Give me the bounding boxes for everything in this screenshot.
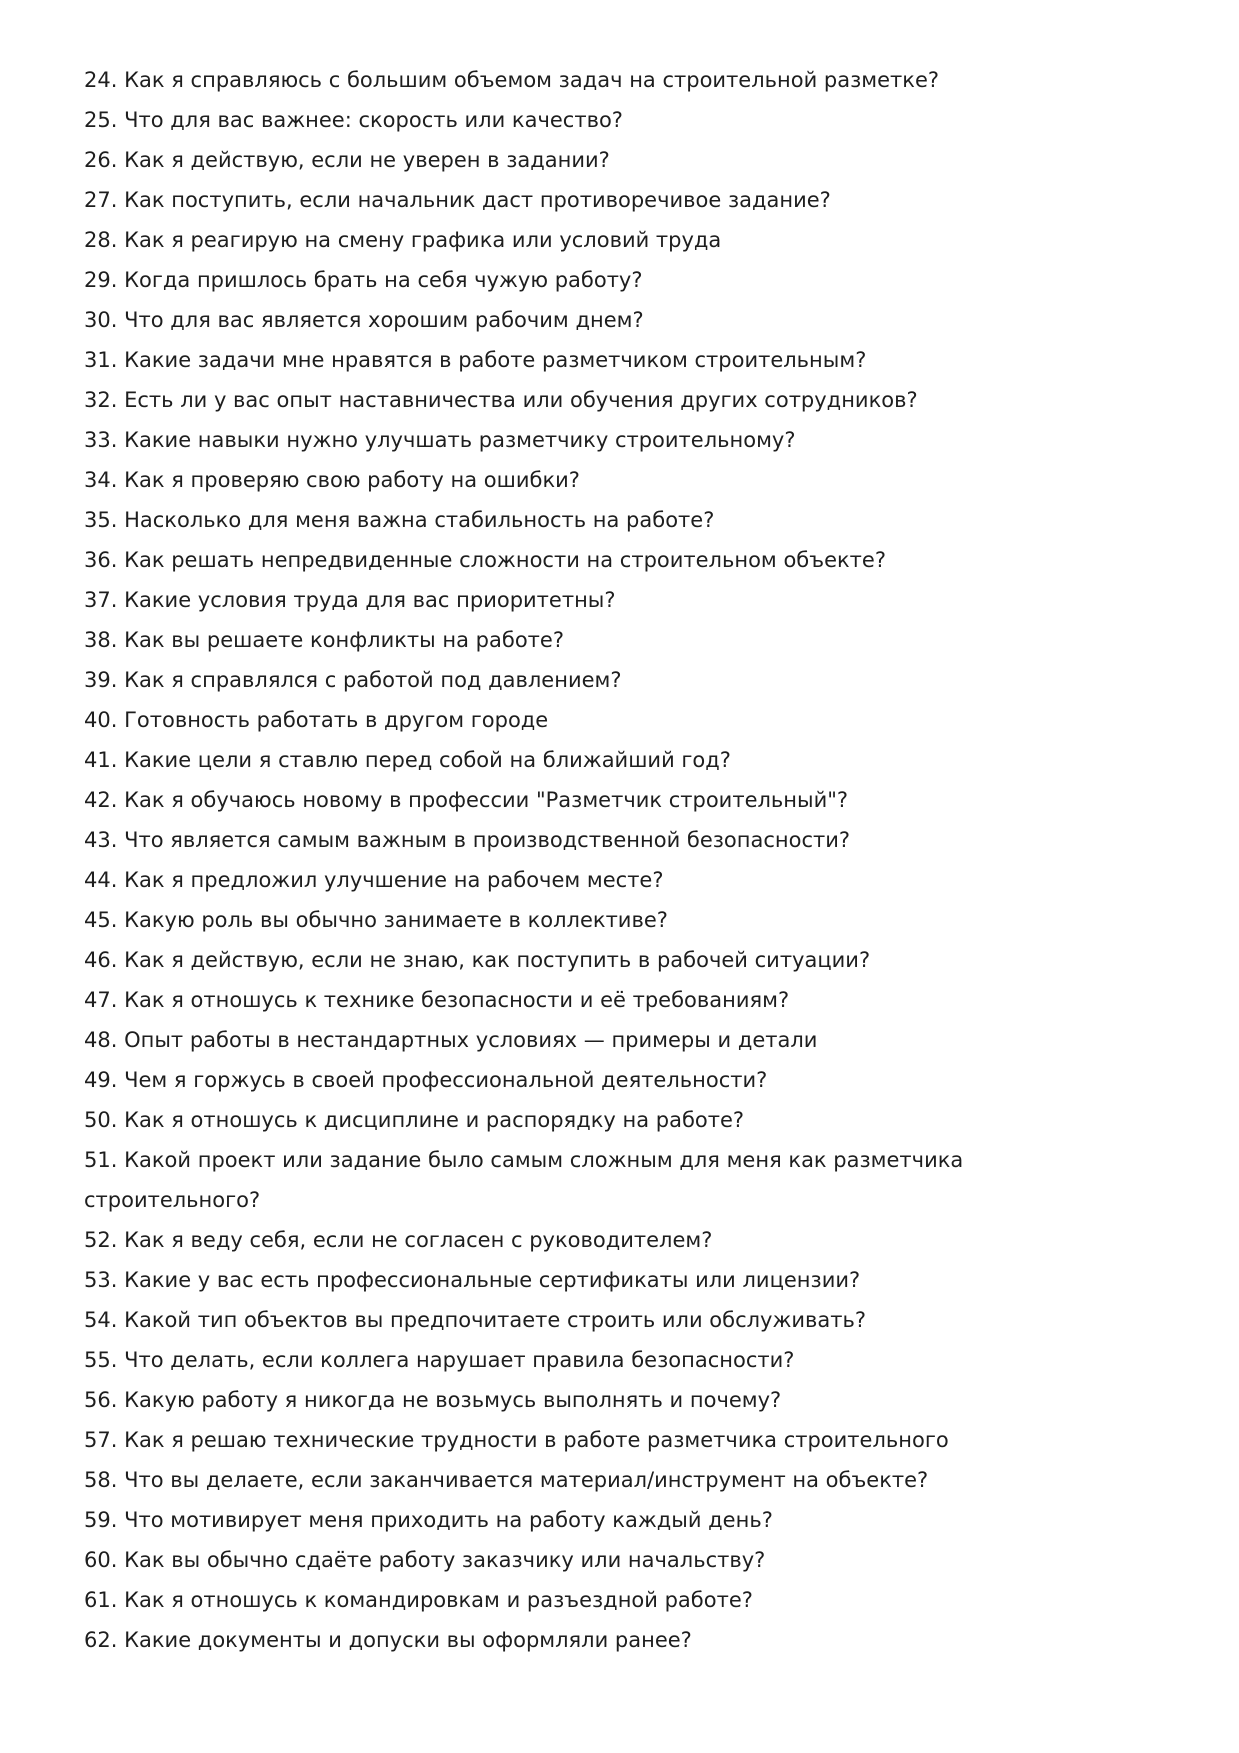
question-text: Есть ли у вас опыт наставничества или обучения других сотрудников? — [124, 388, 918, 412]
question-item — [84, 780, 1004, 820]
question-text: Что вы делаете, если заканчивается материал/инструмент на объекте? — [124, 1468, 929, 1492]
question-number: 42. — [84, 788, 118, 812]
question-text: Насколько для меня важна стабильность на работе? — [124, 508, 715, 532]
question-number: 59. — [84, 1508, 118, 1532]
question-text: Какие навыки нужно улучшать разметчику строительному? — [124, 428, 796, 452]
question-item — [84, 340, 1004, 380]
question-item — [84, 140, 1004, 180]
question-text: Как я отношусь к командировкам и разъездной работе? — [124, 1588, 753, 1612]
question-number: 55. — [84, 1348, 118, 1372]
question-item — [84, 580, 1004, 620]
question-item — [84, 1420, 1004, 1460]
question-text: Как я отношусь к дисциплине и распорядку на работе? — [124, 1108, 745, 1132]
question-text: Какой тип объектов вы предпочитаете строить или обслуживать? — [124, 1308, 867, 1332]
question-text: Какие документы и допуски вы оформляли ранее? — [124, 1628, 692, 1652]
question-text: Как я проверяю свою работу на ошибки? — [124, 468, 580, 492]
question-text: Чем я горжусь в своей профессиональной деятельности? — [124, 1068, 768, 1092]
question-number: 47. — [84, 988, 118, 1012]
question-item — [84, 700, 1004, 740]
question-item — [84, 60, 1004, 100]
question-number: 25. — [84, 108, 118, 132]
question-number: 50. — [84, 1108, 118, 1132]
question-text: Как я веду себя, если не согласен с руководителем? — [124, 1228, 713, 1252]
question-item — [84, 1260, 1004, 1300]
question-item — [84, 1460, 1004, 1500]
question-number: 49. — [84, 1068, 118, 1092]
question-number: 48. — [84, 1028, 118, 1052]
question-text: Как вы решаете конфликты на работе? — [124, 628, 564, 652]
question-item — [84, 820, 1004, 860]
question-number: 36. — [84, 548, 118, 572]
question-text: Как я справляюсь с большим объемом задач на строительной разметке? — [124, 68, 940, 92]
question-item — [84, 1060, 1004, 1100]
question-number: 45. — [84, 908, 118, 932]
question-number: 60. — [84, 1548, 118, 1572]
question-item — [84, 1540, 1004, 1580]
question-number: 43. — [84, 828, 118, 852]
question-text: Как я обучаюсь новому в профессии "Разметчик строительный"? — [124, 788, 849, 812]
question-item — [84, 460, 1004, 500]
question-number: 28. — [84, 228, 118, 252]
question-item — [84, 980, 1004, 1020]
question-number: 54. — [84, 1308, 118, 1332]
question-text: Опыт работы в нестандартных условиях — примеры и детали — [124, 1028, 818, 1052]
question-number: 46. — [84, 948, 118, 972]
question-item — [84, 220, 1004, 260]
question-item — [84, 180, 1004, 220]
question-number: 32. — [84, 388, 118, 412]
question-item — [84, 100, 1004, 140]
question-text: Как я действую, если не уверен в задании? — [124, 148, 610, 172]
question-text: Как я реагирую на смену графика или условий труда — [124, 228, 722, 252]
question-text: Что для вас важнее: скорость или качество? — [124, 108, 623, 132]
question-item — [84, 380, 1004, 420]
question-text: Как я справлялся с работой под давлением? — [124, 668, 622, 692]
question-number: 56. — [84, 1388, 118, 1412]
question-item — [84, 1140, 1004, 1220]
question-number: 44. — [84, 868, 118, 892]
question-item — [84, 1380, 1004, 1420]
question-item — [84, 500, 1004, 540]
question-item — [84, 660, 1004, 700]
question-number: 27. — [84, 188, 118, 212]
question-item — [84, 1340, 1004, 1380]
question-number: 51. — [84, 1148, 118, 1172]
question-text: Как решать непредвиденные сложности на строительном объекте? — [124, 548, 886, 572]
question-text: Какую работу я никогда не возьмусь выполнять и почему? — [124, 1388, 782, 1412]
question-text: Какие цели я ставлю перед собой на ближайший год? — [124, 748, 731, 772]
question-text: Какие у вас есть профессиональные сертификаты или лицензии? — [124, 1268, 861, 1292]
question-number: 57. — [84, 1428, 118, 1452]
question-list — [84, 60, 1164, 1660]
question-text: Как вы обычно сдаёте работу заказчику или начальству? — [124, 1548, 766, 1572]
question-item — [84, 1100, 1004, 1140]
question-text: Какую роль вы обычно занимаете в коллективе? — [124, 908, 668, 932]
question-item — [84, 1300, 1004, 1340]
question-text: Что для вас является хорошим рабочим днем? — [124, 308, 644, 332]
question-item — [84, 1220, 1004, 1260]
question-text: Что является самым важным в производственной безопасности? — [124, 828, 851, 852]
question-text: Как поступить, если начальник даст противоречивое задание? — [124, 188, 831, 212]
question-item — [84, 900, 1004, 940]
question-item — [84, 1500, 1004, 1540]
question-text: Какие условия труда для вас приоритетны? — [124, 588, 616, 612]
question-number: 52. — [84, 1228, 118, 1252]
question-item — [84, 1580, 1004, 1620]
document-page — [84, 60, 1164, 1660]
question-item — [84, 620, 1004, 660]
question-text: Готовность работать в другом городе — [124, 708, 549, 732]
question-number: 39. — [84, 668, 118, 692]
question-text: Что делать, если коллега нарушает правила безопасности? — [124, 1348, 795, 1372]
question-item — [84, 300, 1004, 340]
question-number: 35. — [84, 508, 118, 532]
question-number: 33. — [84, 428, 118, 452]
question-number: 26. — [84, 148, 118, 172]
question-text: Как я отношусь к технике безопасности и её требованиям? — [124, 988, 790, 1012]
question-number: 29. — [84, 268, 118, 292]
question-number: 58. — [84, 1468, 118, 1492]
question-text: Как я предложил улучшение на рабочем месте? — [124, 868, 664, 892]
question-number: 30. — [84, 308, 118, 332]
question-number: 53. — [84, 1268, 118, 1292]
question-number: 34. — [84, 468, 118, 492]
question-number: 31. — [84, 348, 118, 372]
question-item — [84, 860, 1004, 900]
question-text: Что мотивирует меня приходить на работу каждый день? — [124, 1508, 773, 1532]
question-text: Как я действую, если не знаю, как поступить в рабочей ситуации? — [124, 948, 871, 972]
question-item — [84, 420, 1004, 460]
question-text: Когда пришлось брать на себя чужую работу? — [124, 268, 643, 292]
question-number: 37. — [84, 588, 118, 612]
question-number: 41. — [84, 748, 118, 772]
question-text: Какие задачи мне нравятся в работе разметчиком строительным? — [124, 348, 867, 372]
question-number: 61. — [84, 1588, 118, 1612]
question-text: Какой проект или задание было самым сложным для меня как разметчика строительного? — [84, 1148, 964, 1212]
question-item — [84, 740, 1004, 780]
question-item — [84, 940, 1004, 980]
question-item — [84, 1620, 1004, 1660]
question-number: 24. — [84, 68, 118, 92]
question-item — [84, 260, 1004, 300]
question-number: 40. — [84, 708, 118, 732]
question-item — [84, 1020, 1004, 1060]
question-number: 62. — [84, 1628, 118, 1652]
question-number: 38. — [84, 628, 118, 652]
question-item — [84, 540, 1004, 580]
question-text: Как я решаю технические трудности в работе разметчика строительного — [124, 1428, 949, 1452]
